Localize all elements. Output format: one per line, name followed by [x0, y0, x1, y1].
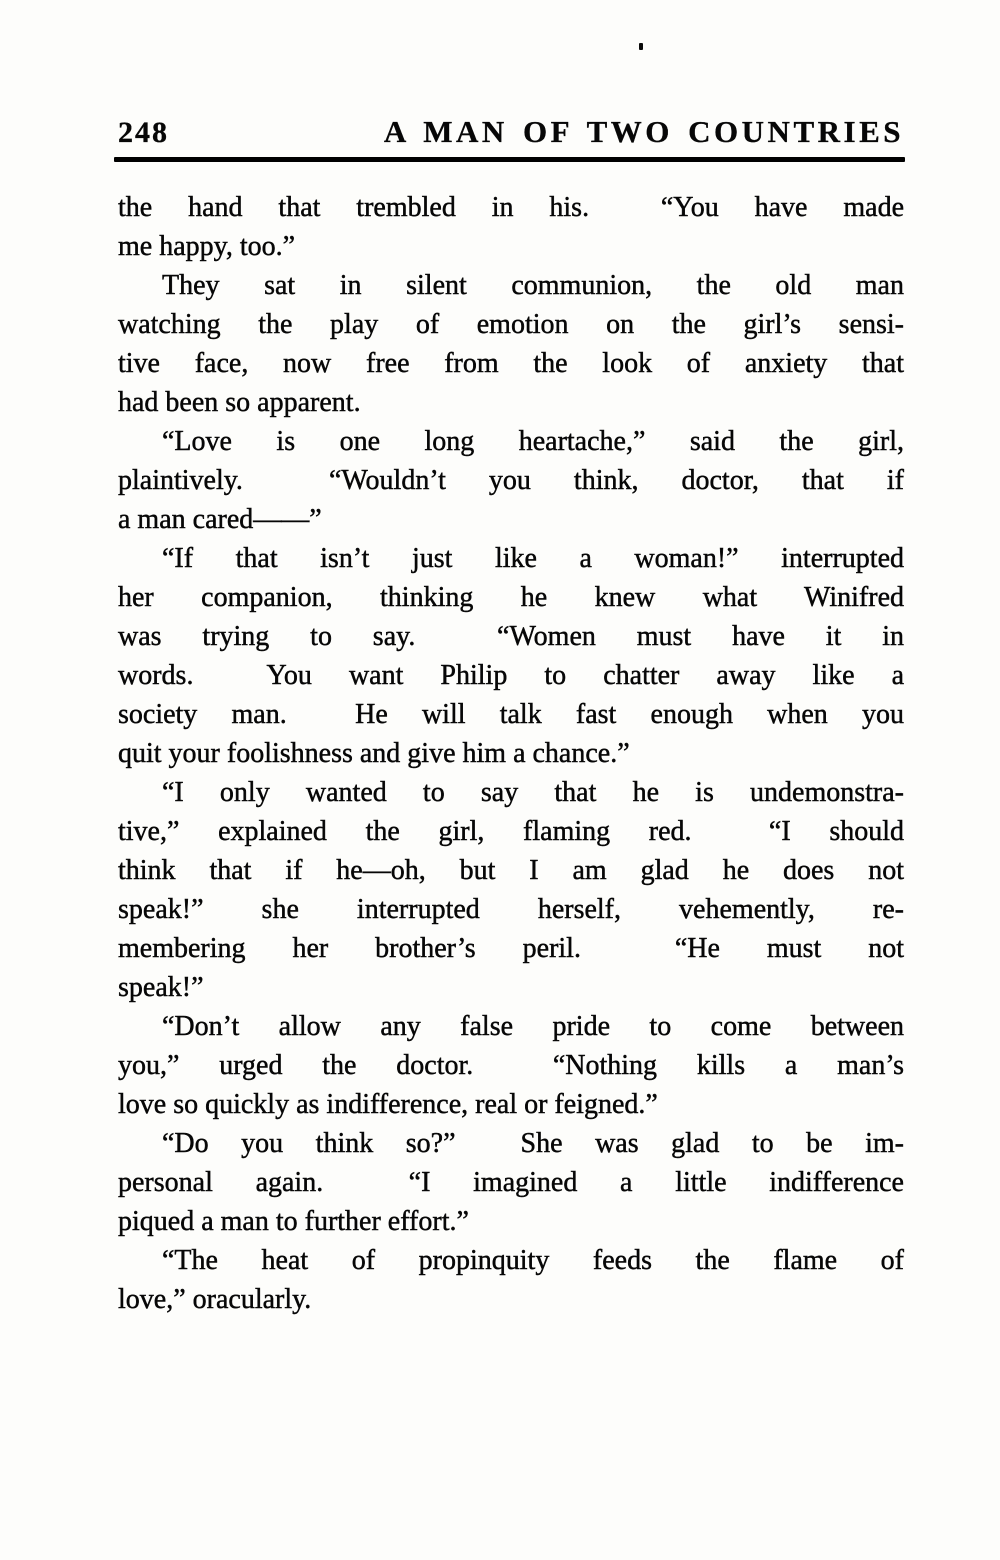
text-line: They sat in silent communion, the old man	[162, 270, 904, 301]
text-line: personal again. “I imagined a little indifference	[118, 1167, 904, 1198]
text-line: love,” oracularly.	[118, 1284, 312, 1315]
paragraph	[118, 773, 904, 1007]
text-line: tive face, now free from the look of anxiety that	[118, 348, 904, 379]
paragraph	[118, 1241, 904, 1319]
running-header	[118, 0, 904, 150]
text-line: quit your foolishness and give him a chance.”	[118, 738, 630, 769]
text-line: was trying to say. “Women must have it in	[118, 621, 904, 652]
text-line: speak!”	[118, 972, 204, 1003]
text-line: think that if he—oh, but I am glad he does not	[118, 855, 904, 886]
page-number: 248	[118, 116, 169, 149]
text-line: “I only wanted to say that he is undemonstra-	[162, 777, 904, 808]
text-column	[118, 0, 904, 1319]
paragraph	[118, 1007, 904, 1124]
text-line: membering her brother’s peril. “He must not	[118, 933, 904, 964]
text-line: tive,” explained the girl, flaming red. “I should	[118, 816, 904, 847]
text-line: you,” urged the doctor. “Nothing kills a man’s	[118, 1050, 904, 1081]
running-header-title: A MAN OF TWO COUNTRIES	[383, 114, 904, 149]
text-line: society man. He will talk fast enough when you	[118, 699, 904, 730]
text-line: “Love is one long heartache,” said the girl,	[162, 426, 904, 457]
text-line: piqued a man to further effort.”	[118, 1206, 469, 1237]
text-line: “If that isn’t just like a woman!” interrupted	[162, 543, 904, 574]
paragraph	[118, 539, 904, 773]
text-line: a man cared——”	[118, 504, 322, 535]
text-line: “The heat of propinquity feeds the flame of	[162, 1245, 904, 1276]
page-body	[118, 188, 904, 1319]
text-line: plaintively. “Wouldn’t you think, doctor, that if	[118, 465, 904, 496]
paragraph	[118, 266, 904, 422]
paragraph	[118, 1124, 904, 1241]
text-line: “Don’t allow any false pride to come between	[162, 1011, 904, 1042]
text-line: “Do you think so?” She was glad to be im-	[162, 1128, 904, 1159]
text-line: the hand that trembled in his. “You have made	[118, 192, 904, 223]
text-line: her companion, thinking he knew what Winifred	[118, 582, 904, 613]
text-line: words. You want Philip to chatter away like a	[118, 660, 904, 691]
header-rule	[114, 157, 905, 162]
paragraph	[118, 188, 904, 266]
text-line: had been so apparent.	[118, 387, 361, 418]
text-line: me happy, too.”	[118, 231, 296, 262]
text-line: love so quickly as indifference, real or feigned.”	[118, 1089, 658, 1120]
paragraph	[118, 422, 904, 539]
text-line: speak!” she interrupted herself, vehemently, re-	[118, 894, 904, 925]
text-line: watching the play of emotion on the girl’s sensi-	[118, 309, 904, 340]
